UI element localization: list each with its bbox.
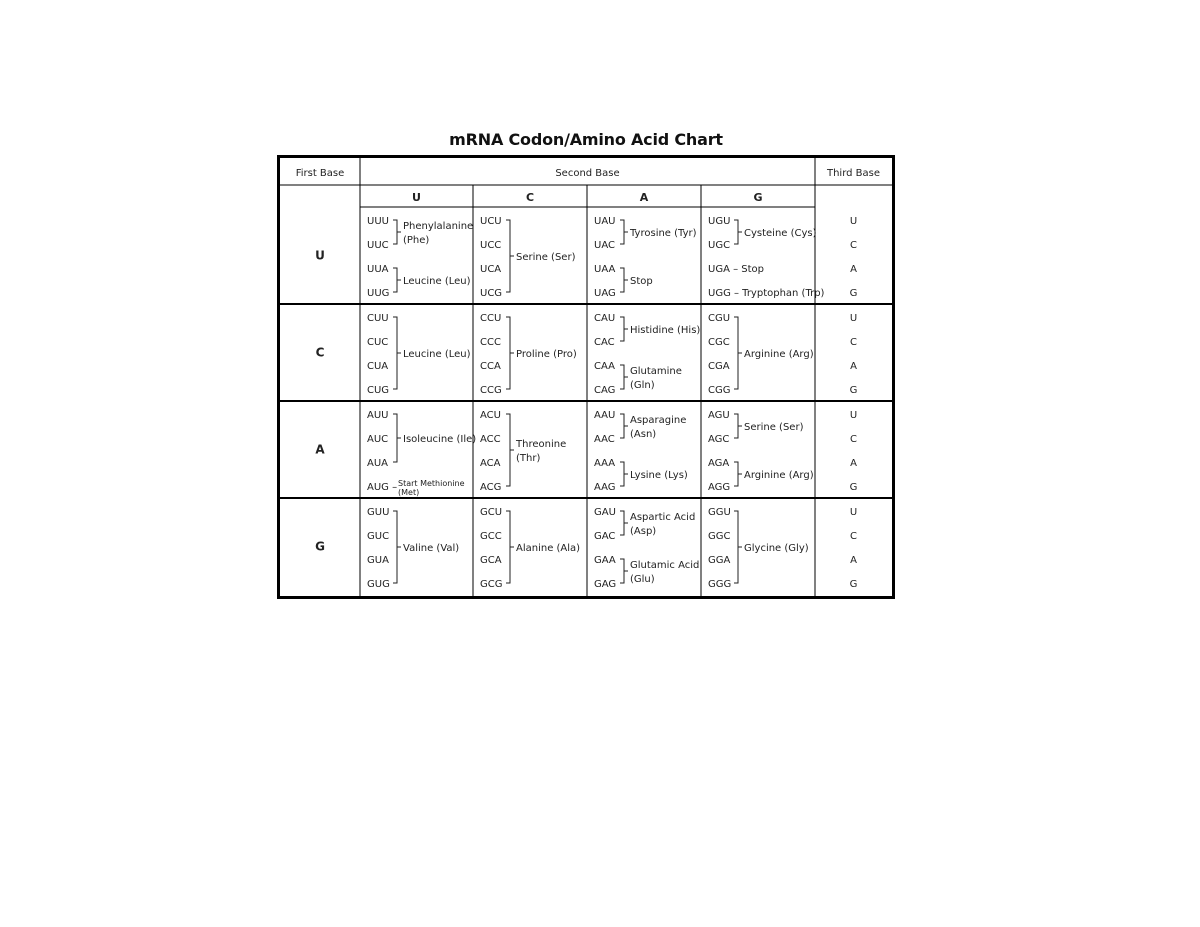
codon-label: GAU (594, 507, 616, 518)
amino-acid-label: (Phe) (403, 235, 430, 246)
amino-acid-label: (Glu) (630, 574, 655, 585)
third-base-label: C (850, 434, 857, 445)
bracket (620, 317, 624, 341)
third-base-label: G (849, 482, 858, 493)
amino-acid-label: Histidine (His) (630, 325, 701, 336)
codon-label: UAG (594, 288, 616, 299)
bracket (506, 317, 510, 389)
first-base-label: C (315, 345, 325, 360)
bracket (620, 365, 624, 389)
codon-label: UUC (367, 240, 389, 251)
codon-label: UGA – Stop (708, 264, 765, 275)
codon-label: AAA (594, 458, 616, 469)
bracket (393, 414, 397, 462)
bracket (620, 511, 624, 535)
amino-acid-label: Alanine (Ala) (516, 543, 581, 554)
bracket (506, 414, 510, 486)
first-base-label: U (315, 248, 325, 263)
codon-label: UUG (367, 288, 390, 299)
amino-acid-label: Glutamic Acid (630, 560, 700, 571)
second-base-header: Second Base (555, 168, 620, 179)
codon-label: ACC (480, 434, 501, 445)
start-codon-note: (Met) (398, 488, 420, 497)
third-base-header: Third Base (826, 168, 881, 179)
third-base-label: U (849, 410, 858, 421)
second-base-label: U (412, 191, 421, 204)
codon-label: UCG (480, 288, 503, 299)
amino-acid-label: Cysteine (Cys) (744, 228, 817, 239)
codon-label: CUG (367, 385, 390, 396)
codon-label: AUG – (367, 482, 398, 493)
amino-acid-label: Lysine (Lys) (630, 470, 688, 481)
amino-acid-label: Leucine (Leu) (403, 349, 471, 360)
amino-acid-label: Phenylalanine (403, 221, 474, 232)
third-base-label: G (849, 579, 858, 590)
bracket (393, 317, 397, 389)
amino-acid-label: Isoleucine (Ile) (403, 434, 477, 445)
amino-acid-label: Asparagine (630, 415, 687, 426)
codon-label: AAU (594, 410, 616, 421)
amino-acid-label: Aspartic Acid (630, 512, 696, 523)
codon-label: CUU (367, 313, 389, 324)
codon-label: GCA (480, 555, 502, 566)
codon-label: AAC (594, 434, 615, 445)
codon-label: UGC (708, 240, 731, 251)
amino-acid-label: Glutamine (630, 366, 682, 377)
first-base-header: First Base (295, 168, 345, 179)
third-base-label: G (849, 288, 858, 299)
codon-label: CGA (708, 361, 730, 372)
codon-label: GGC (708, 531, 731, 542)
bracket (734, 220, 738, 244)
amino-acid-label: Leucine (Leu) (403, 276, 471, 287)
codon-label: CAC (594, 337, 615, 348)
first-base-label: G (315, 539, 325, 554)
codon-label: CCC (480, 337, 501, 348)
codon-label: CAU (594, 313, 616, 324)
third-base-label: U (849, 507, 858, 518)
amino-acid-label: Tyrosine (Tyr) (630, 228, 697, 239)
codon-label: CCU (480, 313, 502, 324)
codon-table-grid (280, 158, 892, 596)
third-base-label: A (850, 361, 857, 372)
third-base-label: C (850, 337, 857, 348)
codon-label: CGU (708, 313, 731, 324)
first-base-label: A (315, 442, 325, 457)
codon-label: GCC (480, 531, 502, 542)
codon-label: GCG (480, 579, 503, 590)
codon-label: UAA (594, 264, 616, 275)
codon-label: CCG (480, 385, 502, 396)
third-base-label: C (850, 531, 857, 542)
codon-label: CGC (708, 337, 730, 348)
bracket (734, 317, 738, 389)
codon-label: UCC (480, 240, 502, 251)
codon-label: UUU (367, 216, 389, 227)
codon-label: GGG (708, 579, 732, 590)
bracket (734, 511, 738, 583)
codon-label: UCA (480, 264, 502, 275)
codon-label: CAG (594, 385, 616, 396)
amino-acid-label: Glycine (Gly) (744, 543, 809, 554)
third-base-label: C (850, 240, 857, 251)
amino-acid-label: Serine (Ser) (516, 252, 576, 263)
third-base-label: U (849, 313, 858, 324)
second-base-label: A (639, 191, 649, 204)
amino-acid-label: Arginine (Arg) (744, 349, 814, 360)
codon-label: GCU (480, 507, 503, 518)
codon-label: ACU (480, 410, 501, 421)
third-base-label: A (850, 264, 857, 275)
codon-label: GGA (708, 555, 731, 566)
bracket (734, 462, 738, 486)
codon-label: GAG (594, 579, 617, 590)
amino-acid-label: Serine (Ser) (744, 422, 804, 433)
codon-label: GUC (367, 531, 390, 542)
amino-acid-label: (Thr) (516, 453, 541, 464)
bracket (620, 414, 624, 438)
codon-label: GUG (367, 579, 390, 590)
bracket (506, 220, 510, 292)
bracket (620, 559, 624, 583)
second-base-label: C (525, 191, 535, 204)
codon-label: AUC (367, 434, 389, 445)
codon-label: CAA (594, 361, 615, 372)
third-base-label: G (849, 385, 858, 396)
codon-label: AUU (367, 410, 389, 421)
bracket (620, 462, 624, 486)
amino-acid-label: (Asp) (630, 526, 657, 537)
codon-label: GAC (594, 531, 616, 542)
codon-label: CUA (367, 361, 389, 372)
third-base-label: A (850, 555, 857, 566)
codon-label: UGG – Tryptophan (Trp) (708, 288, 825, 299)
third-base-label: U (849, 216, 858, 227)
bracket (620, 268, 624, 292)
codon-label: GGU (708, 507, 731, 518)
bracket (393, 268, 397, 292)
codon-label: CGG (708, 385, 731, 396)
codon-label: AAG (594, 482, 616, 493)
amino-acid-label: Valine (Val) (403, 543, 460, 554)
amino-acid-label: (Asn) (630, 429, 657, 440)
amino-acid-label: Threonine (516, 439, 567, 450)
codon-label: GUU (367, 507, 390, 518)
codon-label: UGU (708, 216, 731, 227)
codon-label: UAC (594, 240, 615, 251)
codon-label: UCU (480, 216, 502, 227)
codon-label: AGC (708, 434, 730, 445)
amino-acid-label: Arginine (Arg) (744, 470, 814, 481)
amino-acid-label: (Gln) (630, 380, 655, 391)
codon-label: CUC (367, 337, 389, 348)
codon-label: AGA (708, 458, 730, 469)
bracket (393, 220, 397, 244)
codon-label: ACG (480, 482, 502, 493)
bracket (620, 220, 624, 244)
codon-table (277, 155, 895, 599)
start-codon-note: Start Methionine (398, 479, 465, 488)
bracket (393, 511, 397, 583)
codon-label: ACA (480, 458, 501, 469)
amino-acid-label: Stop (630, 276, 653, 287)
bracket (506, 511, 510, 583)
codon-label: AUA (367, 458, 389, 469)
chart-title: mRNA Codon/Amino Acid Chart (449, 130, 723, 149)
codon-label: GAA (594, 555, 616, 566)
codon-label: AGG (708, 482, 731, 493)
bracket (734, 414, 738, 438)
codon-label: GUA (367, 555, 389, 566)
codon-label: UUA (367, 264, 389, 275)
third-base-label: A (850, 458, 857, 469)
second-base-label: G (753, 191, 763, 204)
amino-acid-label: Proline (Pro) (516, 349, 577, 360)
codon-label: CCA (480, 361, 501, 372)
codon-label: UAU (594, 216, 616, 227)
codon-label: AGU (708, 410, 730, 421)
